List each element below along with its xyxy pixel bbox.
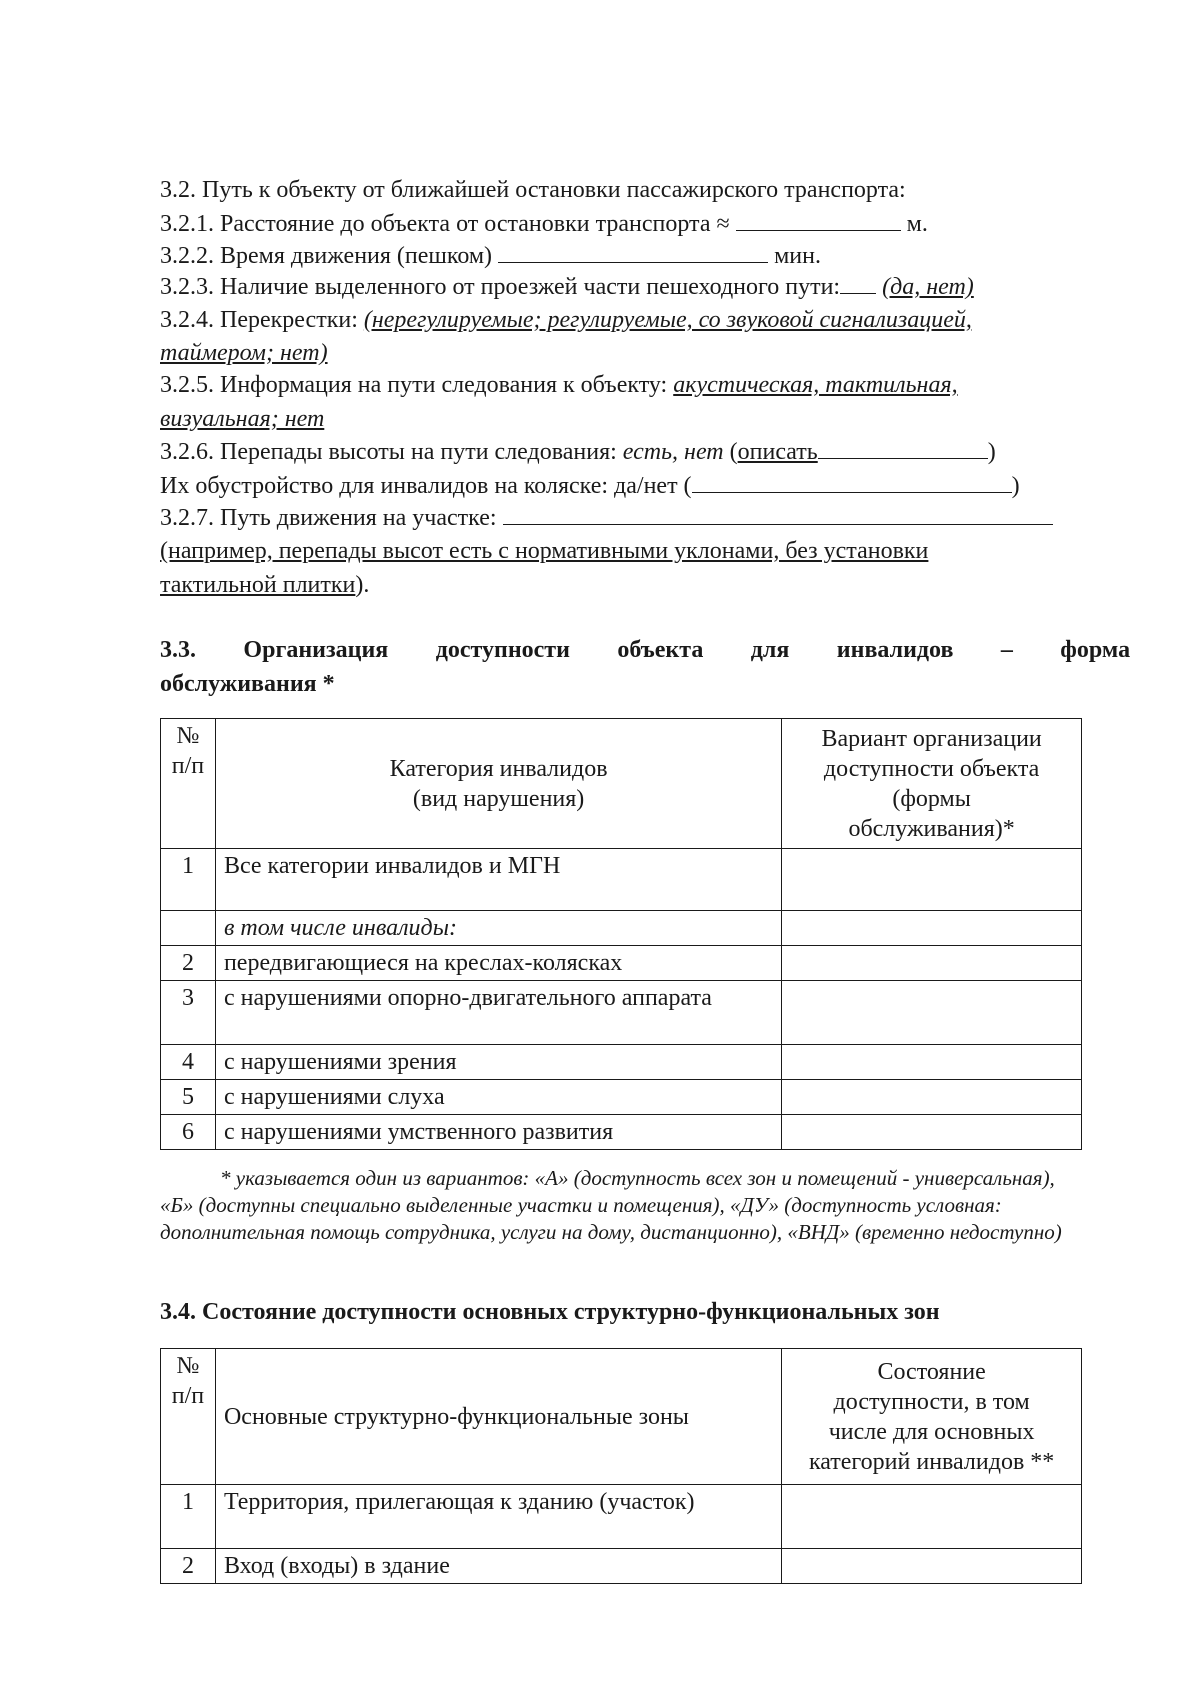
table-row: 2 Вход (входы) в здание	[161, 1549, 1082, 1584]
line-3-2-6: 3.2.6. Перепады высоты на пути следования: есть, нет (описать )	[160, 436, 996, 467]
line-3-2-4-label: 3.2.4. Перекрестки:	[160, 307, 358, 333]
table-header-row	[161, 1349, 1082, 1485]
status-cell[interactable]	[782, 1549, 1082, 1584]
site-path-example-2: тактильной плитки	[160, 572, 356, 598]
line-3-2-6-label: 3.2.6. Перепады высоты на пути следования:	[160, 439, 617, 465]
table-row: в том числе инвалиды:	[161, 911, 1082, 946]
line-3-2-3-label: 3.2.3. Наличие выделенного от проезжей части пешеходного пути:	[160, 274, 841, 300]
crossroads-options-2: таймером; нет)	[160, 340, 328, 366]
time-blank[interactable]	[498, 240, 768, 263]
line-3-2-5-label: 3.2.5. Информация на пути следования к объекту:	[160, 372, 668, 398]
line-3-2-7	[160, 502, 1053, 533]
line-3-2-7-label: 3.2.7. Путь движения на участке:	[160, 505, 497, 531]
table-row: 6 с нарушениями умственного развития	[161, 1115, 1082, 1150]
line-3-2-6b: Их обустройство для инвалидов на коляске: да/нет ( )	[160, 470, 1020, 501]
distance-blank[interactable]	[736, 208, 901, 231]
variant-cell[interactable]	[782, 981, 1082, 1045]
pedestrian-path-blank[interactable]	[840, 271, 876, 294]
line-3-2-5-cont	[160, 404, 324, 434]
line-3-2-7-example-cont: тактильной плитки).	[160, 572, 370, 598]
header-category: Категория инвалидов (вид нарушения)	[215, 719, 781, 849]
site-path-blank[interactable]	[503, 502, 1053, 525]
wheelchair-arrangement-blank[interactable]	[692, 470, 1012, 493]
header-number: № п/п	[161, 719, 216, 849]
table-row: 4 с нарушениями зрения	[161, 1045, 1082, 1080]
header-number: № п/п	[161, 1349, 216, 1485]
variant-cell[interactable]	[782, 946, 1082, 981]
pedestrian-path-options: (да, нет)	[882, 274, 974, 300]
table-header-row	[161, 719, 1082, 849]
table-row: 5 с нарушениями слуха	[161, 1080, 1082, 1115]
table-row: 1 Все категории инвалидов и МГН	[161, 849, 1082, 911]
height-drop-options: есть, нет	[622, 439, 724, 465]
variant-cell[interactable]	[782, 849, 1082, 911]
wheelchair-arrangement-label: Их обустройство для инвалидов на коляске: да/нет (	[160, 473, 692, 499]
table-row: 3 с нарушениями опорно-двигательного аппарата	[161, 981, 1082, 1045]
line-3-2-7-example	[160, 536, 928, 566]
route-info-options-2: визуальная; нет	[160, 406, 325, 432]
table-row: 1 Территория, прилегающая к зданию (участок)	[161, 1485, 1082, 1549]
line-3-2-3	[160, 271, 974, 302]
header-status: Состояние доступности, в том числе для основных категорий инвалидов **	[782, 1349, 1082, 1485]
status-cell[interactable]	[782, 1485, 1082, 1549]
variant-cell[interactable]	[782, 1115, 1082, 1150]
line-3-2-5	[160, 370, 958, 400]
line-3-2-1-label: 3.2.1. Расстояние до объекта от остановки транспорта ≈	[160, 211, 730, 237]
zones-table	[160, 1348, 1082, 1584]
header-variant: Вариант организации доступности объекта (формы обслуживания)*	[782, 719, 1082, 849]
variant-cell[interactable]	[782, 1080, 1082, 1115]
table-row: 2 передвигающиеся на креслах-колясках	[161, 946, 1082, 981]
line-3-2-4	[160, 305, 972, 335]
line-3-2-2-label: 3.2.2. Время движения (пешком)	[160, 243, 493, 269]
section-3-3-title: 3.3. Организация доступности объекта для инвалидов – форма	[160, 637, 1131, 663]
time-unit: мин.	[774, 243, 821, 269]
crossroads-options-1: (нерегулируемые; регулируемые, со звуковой сигнализацией,	[363, 307, 972, 333]
line-3-2-2	[160, 240, 821, 271]
variant-cell[interactable]	[782, 1045, 1082, 1080]
height-drop-describe: описать	[737, 439, 818, 465]
site-path-example-1: (например, перепады высот есть с нормативными уклонами, без установки	[160, 538, 929, 564]
height-drop-blank[interactable]	[818, 436, 988, 459]
distance-unit: м.	[906, 211, 928, 237]
section-3-4-title: 3.4. Состояние доступности основных структурно-функциональных зон	[160, 1299, 940, 1325]
route-info-options-1: акустическая, тактильная,	[673, 372, 958, 398]
footnote: * указывается один из вариантов: «А» (доступность всех зон и помещений - универсальная), «Б» (доступны специально выделенные участки и помещения), «ДУ» (доступность условная: дополнительная помощь сотрудника, услуги на дому, дистанционно), «ВНД» (временно недоступно)	[160, 1166, 1062, 1244]
header-zones: Основные структурно-функциональные зоны	[215, 1349, 781, 1485]
section-3-3-title-cont: обслуживания *	[160, 671, 335, 697]
line-3-2-1	[160, 208, 928, 239]
line-3-2-4-cont	[160, 338, 328, 368]
access-form-table	[160, 718, 1082, 1150]
variant-cell[interactable]	[782, 911, 1082, 946]
section-3-2-title: 3.2. Путь к объекту от ближайшей остановки пассажирского транспорта:	[160, 177, 906, 203]
